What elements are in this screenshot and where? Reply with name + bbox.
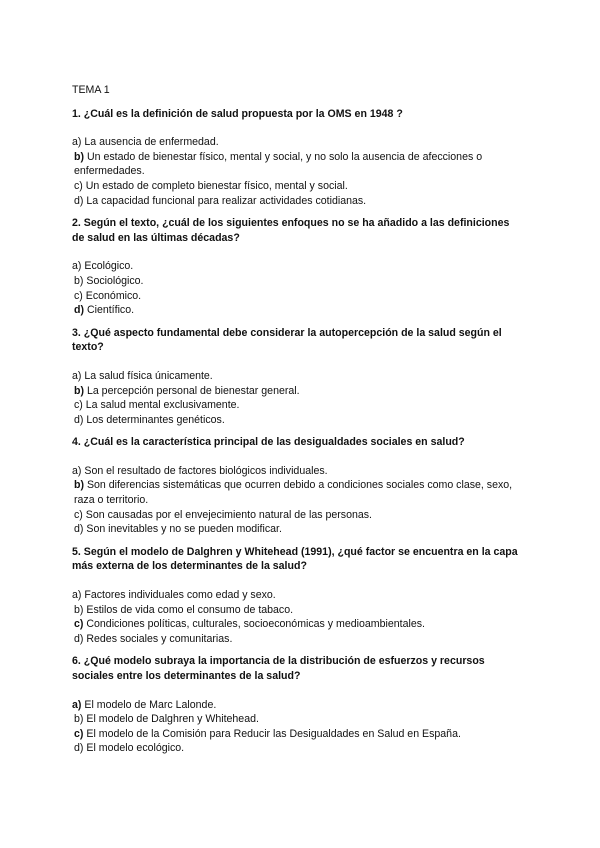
question-1 — [72, 107, 522, 209]
option-c — [72, 398, 522, 413]
option-letter: c) — [74, 179, 83, 192]
option-text: Son inevitables y no se pueden modificar. — [86, 523, 282, 536]
option-letter: b) — [74, 274, 84, 287]
option-text: Son causadas por el envejecimiento natural de las personas. — [85, 508, 372, 521]
option-letter: c) — [74, 618, 84, 631]
question-text: 4. ¿Cuál es la característica principal de las desigualdades sociales en salud? — [72, 436, 465, 449]
option-letter: a) — [72, 698, 82, 711]
option-d — [72, 741, 522, 756]
option-text: Factores individuales como edad y sexo. — [84, 589, 276, 602]
option-text: La salud mental exclusivamente. — [85, 399, 240, 412]
option-text: Son diferencias sistemáticas que ocurren debido a condiciones sociales como clase, sexo, raza o territorio. — [74, 479, 513, 507]
option-c — [72, 508, 522, 523]
option-a — [72, 369, 522, 384]
option-letter: a) — [72, 260, 82, 273]
option-a — [72, 698, 522, 713]
question-4 — [72, 435, 522, 537]
option-b — [72, 712, 522, 727]
option-d — [72, 632, 522, 647]
option-letter: c) — [74, 508, 83, 521]
option-d — [72, 413, 522, 428]
question-text: 1. ¿Cuál es la definición de salud propuesta por la OMS en 1948 ? — [72, 107, 403, 120]
option-letter: a) — [72, 369, 82, 382]
option-text: La percepción personal de bienestar general. — [86, 384, 300, 397]
option-letter: b) — [74, 384, 84, 397]
option-text: Los determinantes genéticos. — [86, 413, 225, 426]
question-text: 3. ¿Qué aspecto fundamental debe considerar la autopercepción de la salud según el texto? — [72, 326, 502, 354]
question-text: 5. Según el modelo de Dalghren y Whitehead (1991), ¿qué factor se encuentra en la capa más externa de los determinantes de la salud? — [72, 545, 518, 573]
option-text: Un estado de completo bienestar físico, mental y social. — [85, 179, 348, 192]
option-text: La capacidad funcional para realizar actividades cotidianas. — [86, 194, 367, 207]
option-c — [72, 179, 522, 194]
option-text: Un estado de bienestar físico, mental y social, y no solo la ausencia de afecciones o enfermedades. — [74, 150, 483, 178]
option-b — [72, 603, 522, 618]
option-d — [72, 303, 522, 318]
option-text: La salud física únicamente. — [84, 369, 213, 382]
option-c — [72, 727, 522, 742]
option-text: El modelo ecológico. — [86, 742, 185, 755]
option-c — [72, 289, 522, 304]
option-letter: d) — [74, 632, 84, 645]
question-text: 2. Según el texto, ¿cuál de los siguientes enfoques no se ha añadido a las definiciones de salud en las últimas décadas? — [72, 217, 510, 244]
option-a — [72, 464, 522, 479]
option-letter: d) — [74, 304, 84, 317]
question-6 — [72, 654, 522, 756]
option-text: Son el resultado de factores biológicos individuales. — [84, 464, 328, 477]
option-letter: d) — [74, 523, 84, 536]
document-title: TEMA 1 — [72, 84, 110, 96]
option-letter: b) — [74, 603, 84, 616]
option-a — [72, 259, 522, 274]
option-text: Económico. — [85, 289, 142, 302]
option-letter: d) — [74, 413, 84, 426]
option-letter: b) — [74, 713, 84, 726]
option-text: El modelo de la Comisión para Reducir las Desigualdades en Salud en España. — [86, 727, 461, 740]
option-b — [72, 274, 522, 289]
option-text: Científico. — [86, 304, 135, 317]
option-c — [72, 617, 522, 632]
option-letter: c) — [74, 289, 83, 302]
option-a — [72, 135, 522, 150]
option-text: Condiciones políticas, culturales, socioeconómicas y medioambientales. — [86, 618, 425, 631]
option-d — [72, 522, 522, 537]
option-letter: b) — [74, 479, 84, 492]
option-text: Ecológico. — [84, 260, 134, 273]
option-letter: a) — [72, 136, 82, 149]
document-page — [72, 83, 522, 764]
option-a — [72, 588, 522, 603]
option-letter: d) — [74, 742, 84, 755]
option-letter: a) — [72, 589, 82, 602]
option-letter: d) — [74, 194, 84, 207]
option-b — [72, 150, 522, 179]
option-text: La ausencia de enfermedad. — [84, 136, 219, 149]
question-2 — [72, 216, 522, 318]
option-letter: a) — [72, 464, 82, 477]
option-letter: b) — [74, 150, 84, 163]
option-text: Estilos de vida como el consumo de tabaco. — [86, 603, 294, 616]
option-b — [72, 384, 522, 399]
option-text: El modelo de Dalghren y Whitehead. — [86, 713, 259, 726]
question-text: 6. ¿Qué modelo subraya la importancia de la distribución de esfuerzos y recursos sociales entre los determinantes de la salud? — [72, 655, 485, 682]
option-letter: c) — [74, 727, 84, 740]
option-text: El modelo de Marc Lalonde. — [84, 698, 217, 711]
question-3 — [72, 326, 522, 428]
option-b — [72, 478, 522, 507]
option-text: Redes sociales y comunitarias. — [86, 632, 233, 645]
question-5 — [72, 545, 522, 647]
option-letter: c) — [74, 399, 83, 412]
option-text: Sociológico. — [86, 274, 144, 287]
option-d — [72, 194, 522, 209]
